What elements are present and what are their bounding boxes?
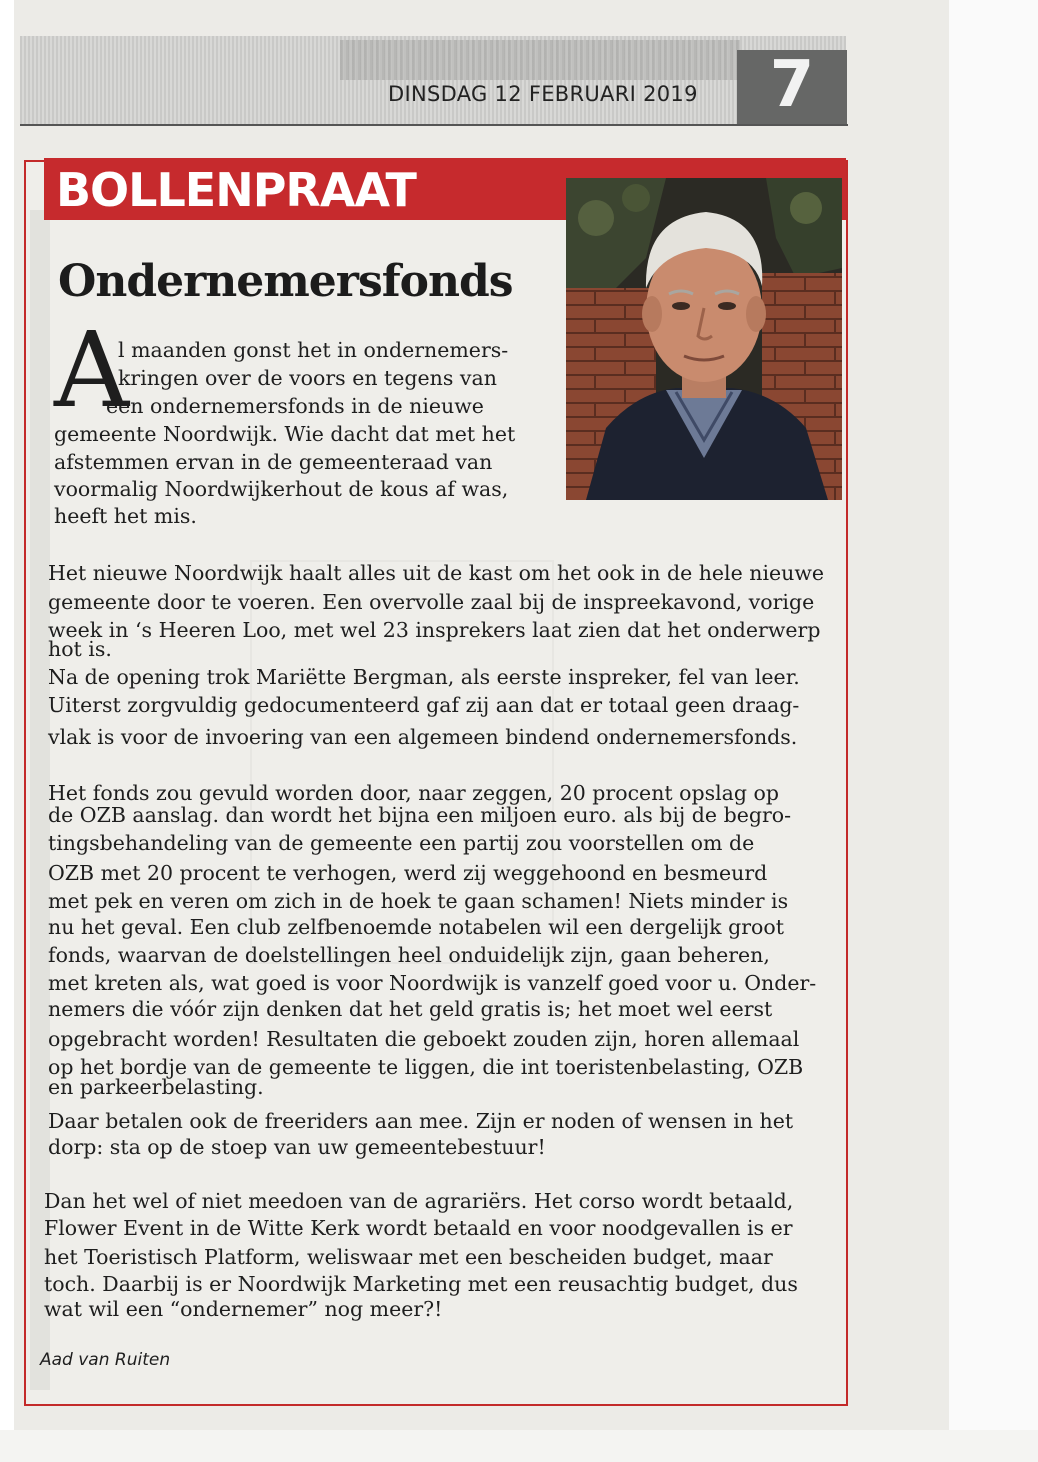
article-headline: Ondernemersfonds bbox=[58, 256, 513, 307]
text-line: dorp: sta op de stoep van uw gemeentebestuur! bbox=[48, 1135, 546, 1159]
text-line: wat wil een “ondernemer” nog meer?! bbox=[44, 1297, 443, 1321]
text-line: Flower Event in de Witte Kerk wordt betaald en voor noodgevallen is er bbox=[44, 1216, 793, 1240]
scan-margin bbox=[949, 0, 1038, 1430]
drop-cap: A bbox=[54, 309, 130, 431]
text-line: Uiterst zorgvuldig gedocumenteerd gaf zij aan dat er totaal geen draag- bbox=[48, 693, 800, 717]
text-line: en parkeerbelasting. bbox=[48, 1075, 264, 1099]
portrait-illustration bbox=[566, 178, 842, 500]
text-line: hot is. bbox=[48, 637, 112, 661]
text-line: nu het geval. Een club zelfbenoemde notabelen wil een dergelijk groot bbox=[48, 915, 784, 939]
lead-line: heeft het mis. bbox=[54, 504, 197, 528]
text-line: vlak is voor de invoering van een algemeen bindend ondernemersfonds. bbox=[48, 725, 798, 749]
text-line: OZB met 20 procent te verhogen, werd zij weggehoond en besmeurd bbox=[48, 861, 768, 885]
text-line: met pek en veren om zich in de hoek te gaan schamen! Niets minder is bbox=[48, 889, 789, 913]
lead-line: voormalig Noordwijkerhout de kous af was, bbox=[54, 477, 509, 501]
lead-line: l maanden gonst het in ondernemers- bbox=[118, 338, 509, 362]
page-number-box bbox=[737, 50, 847, 124]
text-line: gemeente door te voeren. Een overvolle zaal bij de inspreekavond, vorige bbox=[48, 590, 815, 614]
text-line: op het bordje van de gemeente te liggen, die int toeristenbelasting, OZB bbox=[48, 1055, 804, 1079]
text-line: Dan het wel of niet meedoen van de agrariërs. Het corso wordt betaald, bbox=[44, 1189, 794, 1213]
text-line: toch. Daarbij is er Noordwijk Marketing met een reusachtig budget, dus bbox=[44, 1272, 798, 1296]
lead-line: afstemmen ervan in de gemeenteraad van bbox=[54, 450, 493, 474]
masthead-rule bbox=[20, 124, 848, 126]
text-line: opgebracht worden! Resultaten die geboekt zouden zijn, horen allemaal bbox=[48, 1027, 800, 1051]
issue-date: DINSDAG 12 FEBRUARI 2019 bbox=[388, 82, 698, 106]
text-line: nemers die vóór zijn denken dat het geld gratis is; het moet wel eerst bbox=[48, 997, 773, 1021]
text-line: week in ‘s Heeren Loo, met wel 23 insprekers laat zien dat het onderwerp bbox=[48, 618, 821, 642]
lead-line: een ondernemersfonds in de nieuwe bbox=[106, 394, 484, 418]
column-label: BOLLENPRAAT bbox=[56, 163, 416, 217]
text-line: fonds, waarvan de doelstellingen heel onduidelijk zijn, gaan beheren, bbox=[48, 943, 770, 967]
text-line: Het fonds zou gevuld worden door, naar zeggen, 20 procent opslag op bbox=[48, 781, 780, 805]
text-line: Daar betalen ook de freeriders aan mee. Zijn er noden of wensen in het bbox=[48, 1109, 794, 1133]
text-line: Na de opening trok Mariëtte Bergman, als eerste inspreker, fel van leer. bbox=[48, 665, 800, 689]
masthead-bleedthrough bbox=[340, 40, 740, 80]
page-number: 7 bbox=[769, 48, 815, 122]
text-line: Het nieuwe Noordwijk haalt alles uit de kast om het ook in de hele nieuwe bbox=[48, 561, 825, 585]
text-line: het Toeristisch Platform, weliswaar met een bescheiden budget, maar bbox=[44, 1245, 773, 1269]
author-byline: Aad van Ruiten bbox=[40, 1350, 171, 1370]
scan-bottom-edge bbox=[0, 1430, 1038, 1462]
text-line: met kreten als, wat goed is voor Noordwijk is vanzelf goed voor u. Onder- bbox=[48, 971, 817, 995]
author-photo bbox=[566, 178, 842, 500]
text-line: de OZB aanslag. dan wordt het bijna een miljoen euro. als bij de begro- bbox=[48, 803, 792, 827]
lead-line: gemeente Noordwijk. Wie dacht dat met het bbox=[54, 422, 516, 446]
lead-line: kringen over de voors en tegens van bbox=[118, 366, 497, 390]
text-line: tingsbehandeling van de gemeente een partij zou voorstellen om de bbox=[48, 831, 755, 855]
